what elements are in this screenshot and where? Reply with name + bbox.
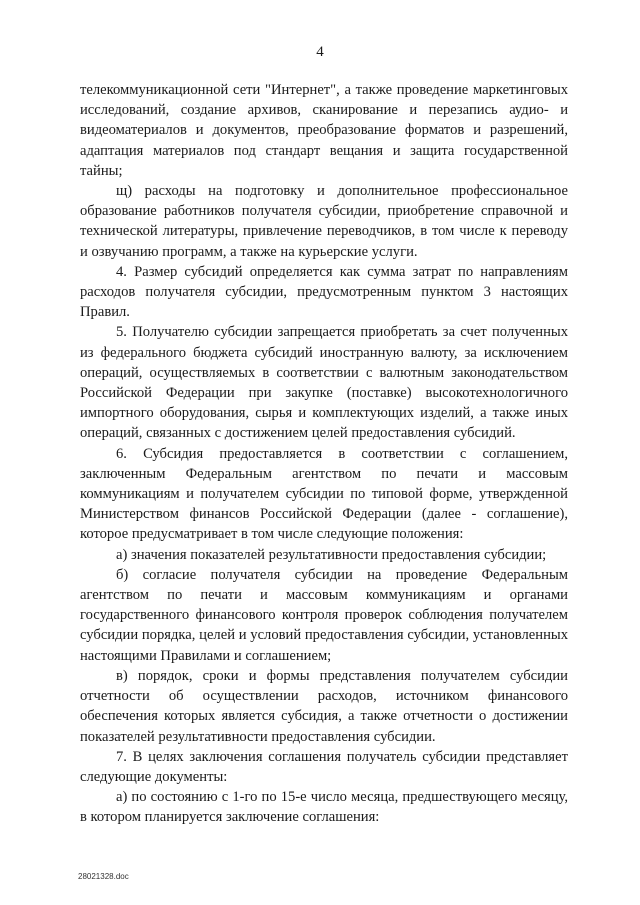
document-body [80,80,568,828]
paragraph: щ) расходы на подготовку и дополнительное профессиональное образование работников получателя субсидии, приобретение справочной и технической литературы, привлечение переводчиков, в том числе к переводу и озвучанию программ, а также на курьерские услуги. [80,183,568,260]
paragraph: 5. Получателю субсидии запрещается приобретать за счет полученных из федерального бюджета субсидий иностранную валюту, за исключением операций, осуществляемых в соответствии с валютным законодательством Российской Федерации при закупке (поставке) высокотехнологичного импортного оборудования, сырья и комплектующих изделий, а также иных операций, связанных с достижением целей предоставления субсидий. [80,324,568,442]
paragraph: 7. В целях заключения соглашения получатель субсидии представляет следующие документы: [80,748,568,785]
page-number: 4 [316,44,324,60]
paragraph: телекоммуникационной сети "Интернет", а также проведение маркетинговых исследований, создание архивов, сканирование и перезапись аудио- и видеоматериалов и документов, преобразование форматов и разрешений, адаптация материалов под стандарт вещания и защита государственной тайны; [80,82,568,179]
paragraph: в) порядок, сроки и формы представления получателем субсидии отчетности об осуществлении расходов, источником финансового обеспечения которых является субсидия, а также отчетности о достижении показателей результативности предоставления субсидии. [80,667,568,745]
footer-file-name: 28021328.doc [78,872,129,881]
paragraph: 6. Субсидия предоставляется в соответствии с соглашением, заключенным Федеральным агентством по печати и массовым коммуникациям и получателем субсидии по типовой форме, утвержденной Министерством финансов Российской Федерации (далее - соглашение), которое предусматривает в том числе следующие положения: [80,445,568,543]
paragraph: а) значения показателей результативности предоставления субсидии; [116,546,547,563]
paragraph: а) по состоянию с 1-го по 15-е число месяца, предшествующего месяцу, в котором планируется заключение соглашения: [80,789,568,826]
paragraph: 4. Размер субсидий определяется как сумма затрат по направлениям расходов получателя субсидии, предусмотренным пунктом 3 настоящих Правил. [80,263,568,321]
paragraph: б) согласие получателя субсидии на проведение Федеральным агентством по печати и массовым коммуникациям и органами государственного финансового контроля проверок соблюдения получателем субсидии порядка, целей и условий предоставления субсидии, установленных настоящими Правилами и соглашением; [80,566,568,664]
